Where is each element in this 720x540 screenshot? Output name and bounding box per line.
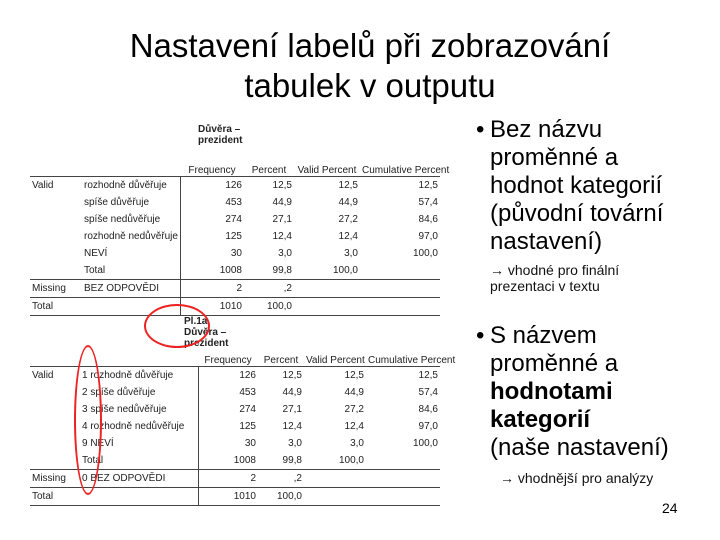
cell: 100,0 <box>332 265 358 276</box>
cell: 126 <box>180 177 244 195</box>
cell: 1008 <box>180 262 244 280</box>
cell: 44,9 <box>338 197 358 208</box>
bullet-dot: • <box>476 322 485 349</box>
bullet-text-line: Bez názvu <box>490 116 603 143</box>
row-label: 1 rozhodně důvěřuje <box>82 370 174 381</box>
row-label: BEZ ODPOVĚDI <box>82 280 180 298</box>
row-label: 9 NEVÍ <box>82 438 114 449</box>
cell: 1008 <box>198 452 258 470</box>
cell: 3,0 <box>288 438 302 449</box>
table-row <box>30 245 440 262</box>
cell: 27,2 <box>338 214 358 225</box>
slide-title-line-2: tabulek v outputu <box>244 67 496 104</box>
table-1-grid <box>30 144 450 316</box>
cell: 27,1 <box>272 214 292 225</box>
bullet-item-1 <box>476 116 716 294</box>
cell: 12,4 <box>338 231 358 242</box>
cell: 12,4 <box>344 421 364 432</box>
table-row <box>30 194 440 211</box>
row-label: spíše důvěřuje <box>84 197 150 208</box>
group-label: Valid <box>32 370 54 381</box>
cell <box>360 262 440 280</box>
table-row <box>30 298 440 316</box>
bullet-note: → vhodnější pro analýzy <box>500 470 654 486</box>
col-header: Valid Percent <box>304 334 366 367</box>
col-header: Percent <box>258 334 304 367</box>
table-row <box>30 262 440 280</box>
cell: 12,5 <box>418 370 438 381</box>
bullet-note-line: → vhodné pro finální <box>490 262 620 278</box>
table-1-title: Důvěra – prezident <box>198 124 243 146</box>
bullet-note-line: prezentaci v textu <box>490 278 600 294</box>
cell: 100,0 <box>258 488 304 506</box>
cell: 100,0 <box>244 298 294 316</box>
bullet-text-line: proměnné a <box>490 144 619 171</box>
cell: ,2 <box>258 470 304 488</box>
row-label: 3 spíše nedůvěřuje <box>82 404 167 415</box>
cell: 100,0 <box>412 248 438 259</box>
table-row <box>30 228 440 245</box>
highlight-circle-value-codes <box>74 345 102 495</box>
cell: 57,4 <box>418 197 438 208</box>
cell: 12,5 <box>338 180 358 191</box>
cell: 27,1 <box>282 404 302 415</box>
row-label: 0 BEZ ODPOVĚDI <box>80 470 198 488</box>
cell: 12,5 <box>282 370 302 381</box>
cell: 3,0 <box>344 248 358 259</box>
row-label: rozhodně důvěřuje <box>84 180 167 191</box>
group-label: Missing <box>30 470 80 488</box>
col-header: Cumulative Percent <box>366 334 440 367</box>
cell: ,2 <box>244 280 294 298</box>
cell: 44,9 <box>282 387 302 398</box>
group-label: Total <box>30 488 80 506</box>
cell: 12,5 <box>418 180 438 191</box>
col-header: Frequency <box>198 334 258 367</box>
bullet-text-line: proměnné a <box>490 350 619 377</box>
table-row <box>30 177 440 195</box>
cell: 1010 <box>198 488 258 506</box>
cell: 97,0 <box>418 421 438 432</box>
page-number: 24 <box>662 500 678 516</box>
cell: 125 <box>180 228 244 245</box>
row-label: rozhodně nedůvěřuje <box>84 231 178 242</box>
cell: 2 <box>198 470 258 488</box>
table-row <box>30 211 440 228</box>
cell: 125 <box>198 418 258 435</box>
highlight-circle-title <box>144 304 210 348</box>
bullet-text-bold: kategorií <box>490 406 591 433</box>
bullet-note <box>490 262 716 294</box>
table-2-title: Pl.1a Důvěra – prezident <box>184 316 229 349</box>
cell <box>366 452 440 470</box>
table-row <box>30 280 440 298</box>
cell: 99,8 <box>272 265 292 276</box>
bullet-text-line: hodnot kategorií <box>490 172 663 199</box>
bullet-text-line: (původní tovární <box>490 200 664 227</box>
cell: 100,0 <box>412 438 438 449</box>
cell: 274 <box>180 211 244 228</box>
slide-title <box>60 26 680 106</box>
cell: 44,9 <box>272 197 292 208</box>
cell: 453 <box>180 194 244 211</box>
row-label: Total <box>84 265 106 276</box>
cell: 453 <box>198 384 258 401</box>
row-label: Total <box>82 455 104 466</box>
bullet-item-2 <box>476 322 716 486</box>
bullet-text-line: S názvem <box>490 322 597 349</box>
bullet-text-line: nastavení) <box>490 228 603 255</box>
col-header: Valid Percent <box>294 144 360 177</box>
row-label: NEVÍ <box>84 248 108 259</box>
row-label: spíše nedůvěřuje <box>84 214 161 225</box>
cell: 27,2 <box>344 404 364 415</box>
group-label: Valid <box>32 180 54 191</box>
col-header: Frequency <box>180 144 244 177</box>
cell: 12,5 <box>272 180 292 191</box>
cell: 57,4 <box>418 387 438 398</box>
cell: 12,4 <box>282 421 302 432</box>
group-label: Total <box>30 298 82 316</box>
cell: 3,0 <box>350 438 364 449</box>
cell: 30 <box>198 435 258 452</box>
row-label: 4 rozhodně nedůvěřuje <box>82 421 185 432</box>
bullet-text-bold: hodnotami <box>490 378 613 405</box>
cell: 274 <box>198 401 258 418</box>
row-label: 2 spíše důvěřuje <box>82 387 156 398</box>
cell: 30 <box>180 245 244 262</box>
col-header: Cumulative Percent <box>360 144 440 177</box>
cell: 12,5 <box>344 370 364 381</box>
group-label: Missing <box>30 280 82 298</box>
bullet-list <box>476 116 716 486</box>
slide-title-line-1: Nastavení labelů při zobrazování <box>129 27 611 64</box>
cell: 2 <box>180 280 244 298</box>
cell: 100,0 <box>338 455 364 466</box>
bullet-text-line: (naše nastavení) <box>490 434 669 461</box>
cell: 1010 <box>180 298 244 316</box>
cell: 3,0 <box>278 248 292 259</box>
cell: 12,4 <box>272 231 292 242</box>
cell: 84,6 <box>418 214 438 225</box>
bullet-dot: • <box>476 116 485 143</box>
col-header: Percent <box>244 144 294 177</box>
cell: 97,0 <box>418 231 438 242</box>
cell: 126 <box>198 367 258 385</box>
cell: 99,8 <box>282 455 302 466</box>
cell: 44,9 <box>344 387 364 398</box>
cell: 84,6 <box>418 404 438 415</box>
